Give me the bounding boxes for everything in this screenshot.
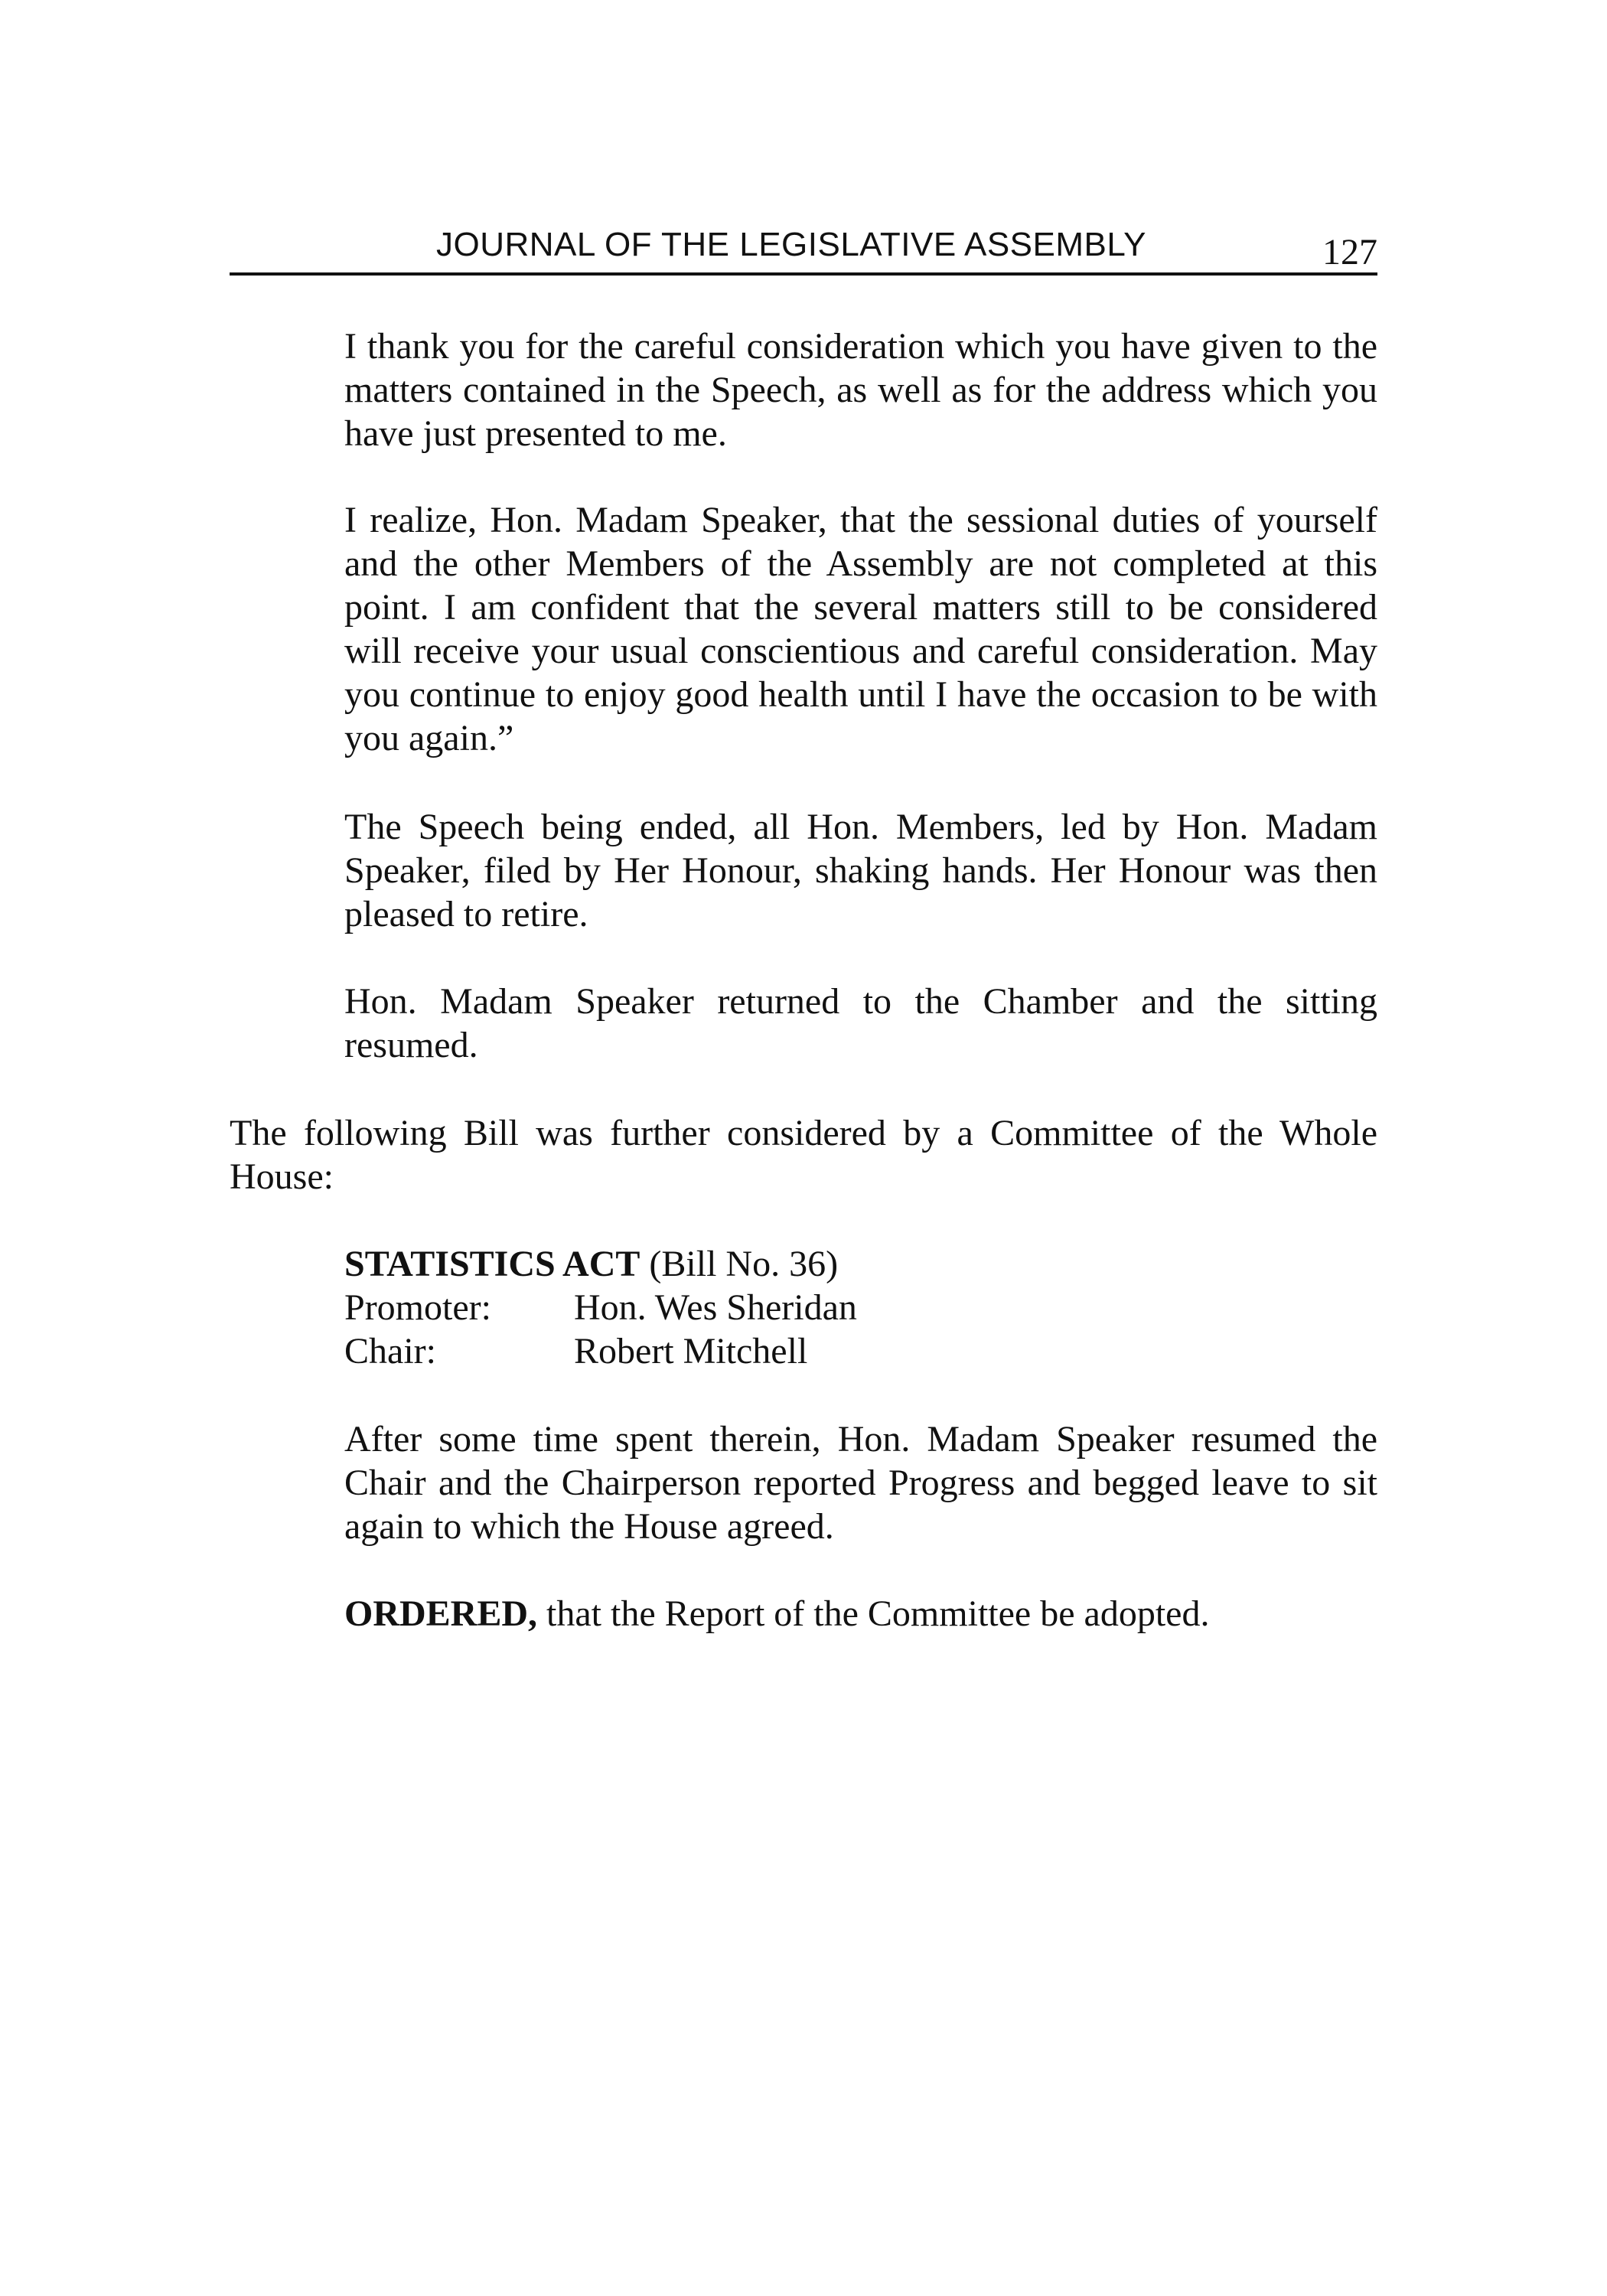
- promoter-name: Hon. Wes Sheridan: [574, 1287, 857, 1328]
- journal-title: JOURNAL OF THE LEGISLATIVE ASSEMBLY: [436, 226, 1146, 263]
- chair-name: Robert Mitchell: [574, 1331, 808, 1371]
- header-rule: [230, 272, 1377, 276]
- bill-name: STATISTICS ACT: [344, 1244, 641, 1284]
- paragraph-thanks: I thank you for the careful consideration which you have given to the matters contained in the Speech, as well as for the address which you have just presented to me.: [344, 326, 1377, 454]
- paragraph-returned: Hon. Madam Speaker returned to the Chamber and the sitting resumed.: [344, 981, 1377, 1065]
- paragraph-ordered: [344, 1592, 1377, 1636]
- paragraph-speech-ended: The Speech being ended, all Hon. Members, led by Hon. Madam Speaker, filed by Her Honour, shaking hands. Her Honour was then pleased to retire.: [344, 807, 1377, 934]
- promoter-row: [344, 1286, 1377, 1329]
- bill-number: (Bill No. 36): [640, 1244, 839, 1284]
- paragraph-following-bill: The following Bill was further considered by a Committee of the Whole House:: [230, 1113, 1377, 1197]
- running-header: [230, 223, 1377, 274]
- paragraph-realize: I realize, Hon. Madam Speaker, that the sessional duties of yourself and the other Members of the Assembly are not completed at this point. I am confident that the several matters still to be considered will receive your usual conscientious and careful consideration. May you continue to enjoy good health until I have the occasion to be with you again.”: [344, 500, 1377, 758]
- chair-row: [344, 1329, 1377, 1373]
- paragraph-after-time: After some time spent therein, Hon. Madam Speaker resumed the Chair and the Chairperson reported Progress and begged leave to sit again to which the House agreed.: [344, 1419, 1377, 1547]
- page-number: 127: [1322, 232, 1377, 272]
- bill-block: [344, 1242, 1377, 1373]
- chair-label: Chair:: [344, 1331, 436, 1371]
- ordered-text: that the Report of the Committee be adopted.: [537, 1593, 1210, 1634]
- promoter-label: Promoter:: [344, 1287, 491, 1328]
- ordered-keyword: ORDERED,: [344, 1593, 538, 1634]
- bill-title-line: [344, 1242, 1377, 1286]
